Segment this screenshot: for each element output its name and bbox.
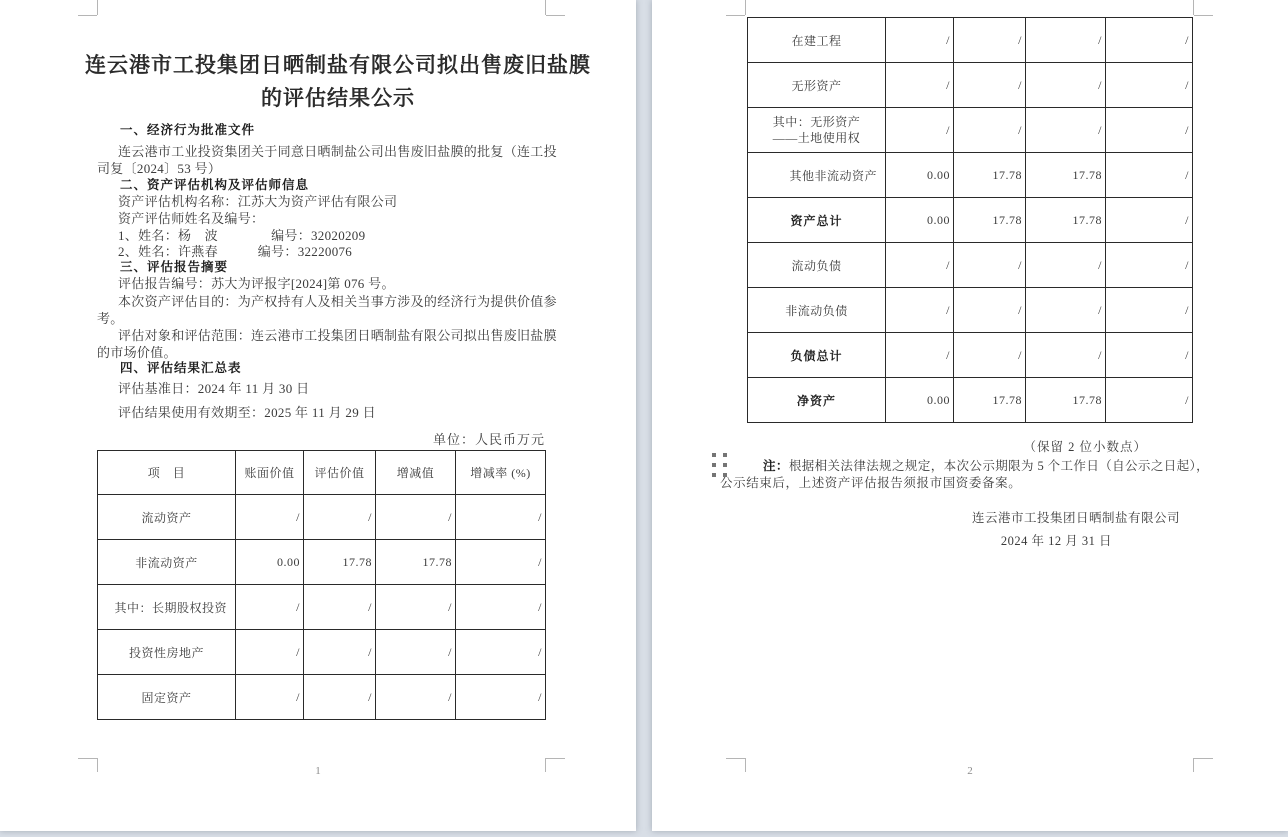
cell-value: / [456,540,546,585]
cell-value: / [886,288,954,333]
table-row [98,630,546,675]
row-label: 其中：无形资产 ——土地使用权 [748,108,886,153]
row-label: 投资性房地产 [98,630,236,675]
cell-value: / [1106,198,1193,243]
note-line-2: 公示结束后，上述资产评估报告须报市国资委备案。 [720,476,1022,490]
table-row [98,495,546,540]
cell-value: / [236,585,304,630]
cell-value: / [954,63,1026,108]
page-2 [652,0,1288,831]
cell-value: / [1106,243,1193,288]
cell-value: / [1026,243,1106,288]
cell-value: 0.00 [886,378,954,423]
cell-value: / [376,495,456,540]
cell-value: / [304,675,376,720]
body-line: 考。 [97,311,124,326]
body-line: 资产评估机构名称：江苏大为资产评估有限公司 [118,194,398,209]
text-boundary-crop-mark [726,758,745,759]
cell-value: / [1106,333,1193,378]
row-label: 流动资产 [98,495,236,540]
row-label: 其他非流动资产 [748,153,886,198]
text-boundary-crop-mark [78,758,97,759]
body-line: 评估结果使用有效期至：2025 年 11 月 29 日 [118,405,376,420]
body-line: 评估报告编号：苏大为评报字[2024]第 076 号。 [118,276,395,291]
cell-value: / [954,288,1026,333]
cell-value: / [376,585,456,630]
row-label: 无形资产 [748,63,886,108]
cell-value: / [886,333,954,378]
section-1-heading: 一、经济行为批准文件 [120,123,256,137]
cell-value: / [1026,333,1106,378]
table-row [98,585,546,630]
table-row [748,378,1193,423]
row-label: 负债总计 [748,333,886,378]
note-line-1 [763,456,1209,474]
table-header-cell: 增减值 [376,451,456,495]
cell-value: 0.00 [886,198,954,243]
text-boundary-crop-mark [1194,15,1213,16]
table-row [98,540,546,585]
cell-value: / [1106,153,1193,198]
cell-value: 17.78 [1026,153,1106,198]
cell-value: / [1106,378,1193,423]
cell-value: / [1026,63,1106,108]
title-line-1: 连云港市工投集团日晒制盐有限公司拟出售废旧盐膜 [85,54,591,77]
body-line: 1、姓名：杨 波 编号：32020209 [118,228,366,243]
cell-value: 17.78 [954,198,1026,243]
text-boundary-crop-mark [546,15,565,16]
body-line: 评估对象和评估范围：连云港市工投集团日晒制盐有限公司拟出售废旧盐膜 [118,328,557,343]
signature-date: 2024 年 12 月 31 日 [1000,534,1112,548]
text-boundary-crop-mark [97,0,98,15]
text-boundary-crop-mark [1193,0,1194,15]
cell-value: / [886,63,954,108]
row-label: 固定资产 [98,675,236,720]
cell-value: / [1106,18,1193,63]
cell-value: / [1026,108,1106,153]
table-row [748,288,1193,333]
row-label: 在建工程 [748,18,886,63]
body-line: 连云港市工业投资集团关于同意日晒制盐公司出售废旧盐膜的批复（连工投 [118,144,557,159]
cell-value: / [886,18,954,63]
cell-value: / [954,18,1026,63]
table-row [748,333,1193,378]
table-header-cell: 账面价值 [236,451,304,495]
row-label: 非流动负债 [748,288,886,333]
cell-value: / [954,333,1026,378]
body-line: 资产评估师姓名及编号： [118,211,265,226]
text-boundary-crop-mark [78,15,97,16]
cell-value: 17.78 [1026,378,1106,423]
body-line: 2、姓名：许燕春 编号：32220076 [118,244,353,259]
cell-value: 17.78 [1026,198,1106,243]
body-line: 司复〔2024〕53 号） [97,161,222,176]
summary-table-page2 [747,17,1193,423]
cell-value: / [456,675,546,720]
cell-value: 17.78 [376,540,456,585]
page-number-2: 2 [967,765,973,777]
document-title [38,49,638,115]
cell-value: / [456,585,546,630]
row-label: 净资产 [748,378,886,423]
cell-value: / [376,630,456,675]
cell-value: 0.00 [886,153,954,198]
body-line: 评估基准日：2024 年 11 月 30 日 [118,381,310,396]
cell-value: / [376,675,456,720]
cell-value: / [1026,18,1106,63]
table-row [748,108,1193,153]
text-boundary-crop-mark [546,758,565,759]
note-text: 根据相关法律法规之规定，本次公示期限为 5 个工作日（自公示之日起）， [788,459,1210,473]
cell-value: / [886,108,954,153]
precision-note: （保留 2 位小数点） [1023,440,1147,454]
table-header-cell: 评估价值 [304,451,376,495]
signature-company: 连云港市工投集团日晒制盐有限公司 [971,511,1180,525]
table-row [748,63,1193,108]
cell-value: / [304,495,376,540]
table-header-row [98,451,546,495]
table-row [748,153,1193,198]
page-number-1: 1 [315,765,321,777]
body-line: 的市场价值。 [97,345,177,360]
table-unit-label: 单位：人民币万元 [432,432,545,447]
cell-value: / [236,675,304,720]
text-boundary-crop-mark [545,0,546,15]
text-boundary-crop-mark [726,15,745,16]
section-4-heading: 四、评估结果汇总表 [120,361,242,375]
cell-value: / [954,108,1026,153]
row-label: 其中：长期股权投资 [98,585,236,630]
summary-table-page1 [97,450,546,720]
section-3-heading: 三、评估报告摘要 [120,260,229,274]
cell-value: / [1106,108,1193,153]
cell-value: / [1106,63,1193,108]
text-boundary-crop-mark [1194,758,1213,759]
cell-value: / [304,585,376,630]
text-boundary-crop-mark [545,758,546,772]
cell-value: / [236,630,304,675]
cell-value: / [1106,288,1193,333]
page-1 [0,0,636,831]
cell-value: / [886,243,954,288]
cell-value: 17.78 [954,378,1026,423]
cell-value: / [456,495,546,540]
row-label: 资产总计 [748,198,886,243]
cell-value: / [236,495,304,540]
text-boundary-crop-mark [1193,758,1194,772]
table-row [748,198,1193,243]
cell-value: 17.78 [304,540,376,585]
table-row [98,675,546,720]
section-2-heading: 二、资产评估机构及评估师信息 [120,178,310,192]
table-header-cell: 增减率 (%) [456,451,546,495]
table-header-cell: 项 目 [98,451,236,495]
title-line-2: 的评估结果公示 [261,87,415,110]
table-row [748,18,1193,63]
cell-value: / [304,630,376,675]
note-prefix: 注： [763,459,789,473]
cell-value: / [1026,288,1106,333]
cell-value: / [456,630,546,675]
text-boundary-crop-mark [97,758,98,772]
text-boundary-crop-mark [745,758,746,772]
table-row [748,243,1193,288]
row-label: 流动负债 [748,243,886,288]
cell-value: / [954,243,1026,288]
cell-value: 0.00 [236,540,304,585]
cell-value: 17.78 [954,153,1026,198]
row-label: 非流动资产 [98,540,236,585]
body-line: 本次资产评估目的：为产权持有人及相关当事方涉及的经济行为提供价值参 [118,294,557,309]
text-boundary-crop-mark [745,0,746,15]
